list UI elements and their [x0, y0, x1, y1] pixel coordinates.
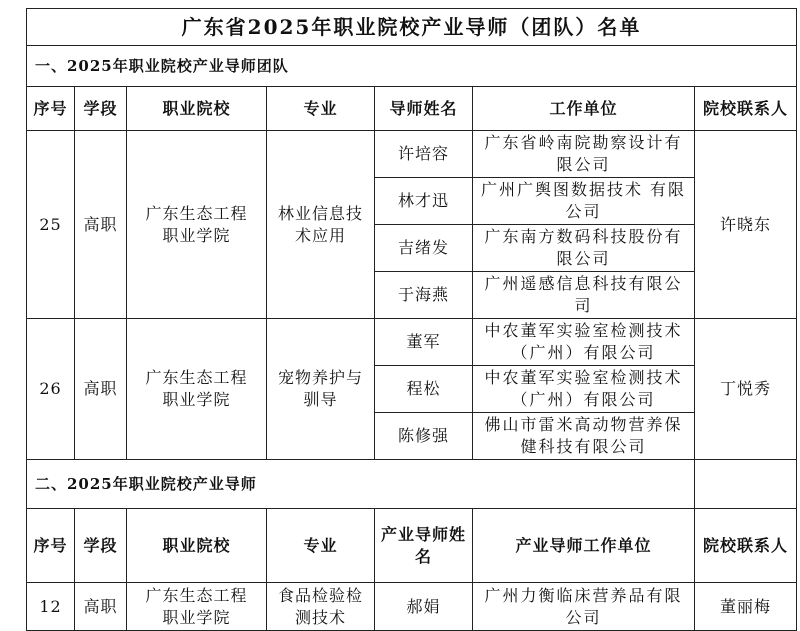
- row-stage: 高职: [75, 319, 127, 460]
- header-contact: 院校联系人: [695, 509, 797, 583]
- mentor-name: 董军: [375, 319, 473, 366]
- mentor-unit: 中农董军实验室检测技术（广州）有限公司: [473, 366, 695, 413]
- section-1-heading: 一、2025年职业院校产业导师团队: [27, 46, 797, 87]
- mentor-unit: 中农董军实验室检测技术（广州）有限公司: [473, 319, 695, 366]
- document-title: 广东省2025年职业院校产业导师（团队）名单: [27, 9, 797, 46]
- mentor-unit: 佛山市雷米高动物营养保健科技有限公司: [473, 413, 695, 460]
- header-major: 专业: [267, 509, 375, 583]
- mentor-unit: 广东南方数码科技股份有限公司: [473, 225, 695, 272]
- table-row: [27, 319, 797, 366]
- row-school: 广东生态工程职业学院: [127, 131, 267, 319]
- mentor-name: 陈修强: [375, 413, 473, 460]
- header-mentor: 产业导师姓名: [375, 509, 473, 583]
- header-unit: 产业导师工作单位: [473, 509, 695, 583]
- header-unit: 工作单位: [473, 87, 695, 131]
- row-major: 宠物养护与驯导: [267, 319, 375, 460]
- title-row: [27, 9, 797, 46]
- row-contact: 董丽梅: [695, 583, 797, 631]
- table-row: [27, 583, 797, 631]
- row-stage: 高职: [75, 583, 127, 631]
- header-major: 专业: [267, 87, 375, 131]
- row-no: 25: [27, 131, 75, 319]
- mentor-unit: 广州广舆图数据技术 有限公司: [473, 178, 695, 225]
- section-2-heading: 二、2025年职业院校产业导师: [27, 460, 695, 509]
- section-1-heading-row: [27, 46, 797, 87]
- section-1-header-row: [27, 87, 797, 131]
- mentor-name: 郝娟: [375, 583, 473, 631]
- header-school: 职业院校: [127, 87, 267, 131]
- row-contact: 丁悦秀: [695, 319, 797, 460]
- header-mentor: 导师姓名: [375, 87, 473, 131]
- mentor-unit: 广州遥感信息科技有限公司: [473, 272, 695, 319]
- header-contact: 院校联系人: [695, 87, 797, 131]
- header-stage: 学段: [75, 87, 127, 131]
- header-stage: 学段: [75, 509, 127, 583]
- mentor-name: 程松: [375, 366, 473, 413]
- row-stage: 高职: [75, 131, 127, 319]
- mentor-name: 林才迅: [375, 178, 473, 225]
- table-row: [27, 131, 797, 178]
- mentor-unit: 广东省岭南院勘察设计有限公司: [473, 131, 695, 178]
- row-major: 林业信息技术应用: [267, 131, 375, 319]
- section-2-header-row: [27, 509, 797, 583]
- mentor-unit: 广州力衡临床营养品有限公司: [473, 583, 695, 631]
- row-contact: 许晓东: [695, 131, 797, 319]
- empty-cell: [695, 460, 797, 509]
- header-no: 序号: [27, 509, 75, 583]
- section-2-heading-row: [27, 460, 797, 509]
- row-school: 广东生态工程职业学院: [127, 583, 267, 631]
- header-no: 序号: [27, 87, 75, 131]
- header-school: 职业院校: [127, 509, 267, 583]
- row-school: 广东生态工程职业学院: [127, 319, 267, 460]
- row-no: 26: [27, 319, 75, 460]
- mentor-name: 吉绪发: [375, 225, 473, 272]
- mentor-name: 许培容: [375, 131, 473, 178]
- row-major: 食品检验检测技术: [267, 583, 375, 631]
- mentor-name: 于海燕: [375, 272, 473, 319]
- row-no: 12: [27, 583, 75, 631]
- mentor-list-table: [26, 8, 797, 631]
